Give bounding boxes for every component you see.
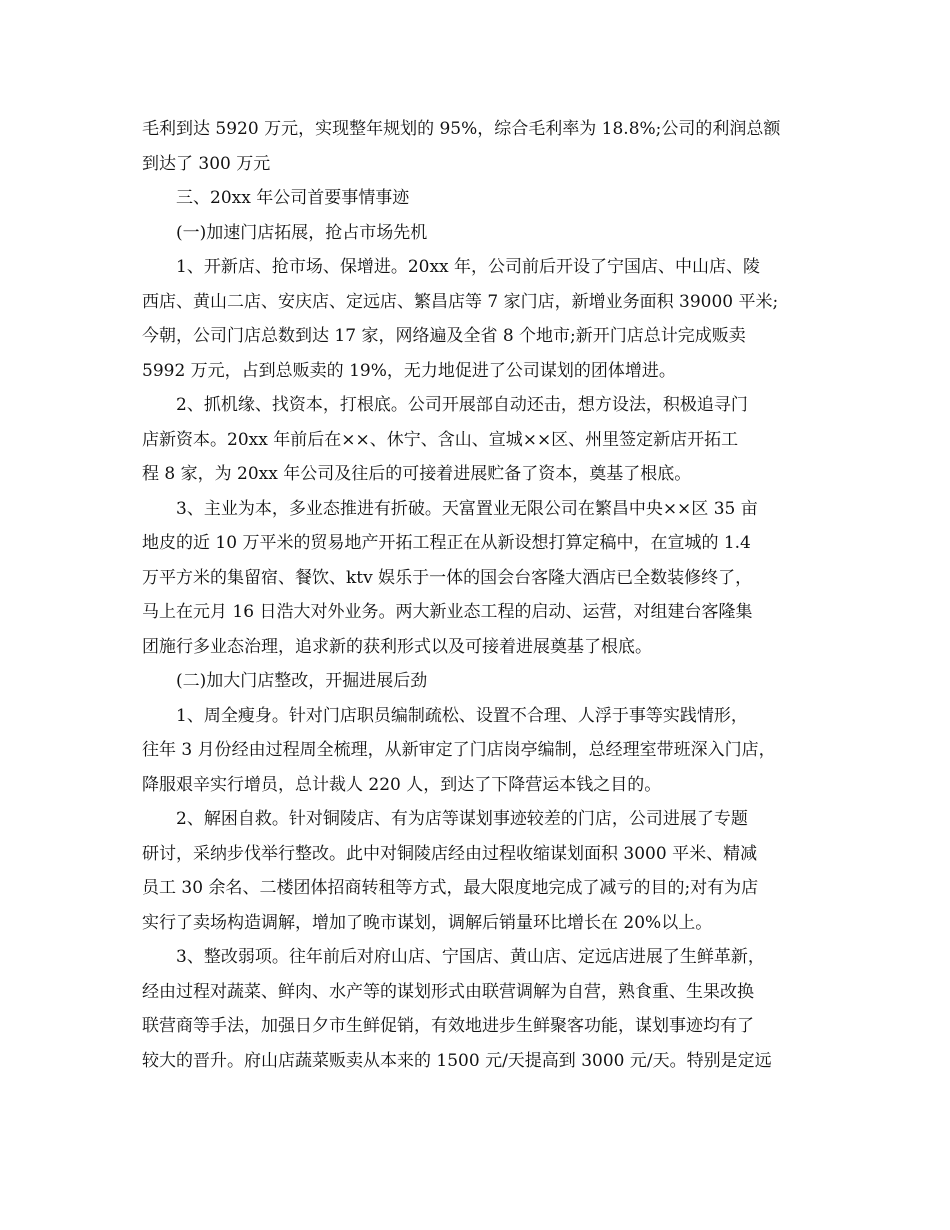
text-line: 地皮的近 10 万平米的贸易地产开拓工程正在从新设想打算定稿中，在宣城的 1.4 <box>142 533 751 553</box>
paragraph-self-rescue <box>142 802 818 940</box>
text-line: 研讨，采纳步伐举行整改。此中对铜陵店经由过程收缩谋划面积 3000 平米、精减 <box>142 843 758 864</box>
paragraph-slimming <box>142 699 818 803</box>
text-line: 经由过程对蔬菜、鲜肉、水产等的谋划形式由联营调解为自营，熟食重、生果改换 <box>142 981 754 1002</box>
heading-text: (二)加大门店整改，开掘进展后劲 <box>176 671 428 691</box>
document-body <box>142 112 818 1078</box>
text-line: 往年 3 月份经由过程周全梳理，从新审定了门店岗亭编制，总经理室带班深入门店， <box>142 740 776 760</box>
text-line: 今朝，公司门店总数到达 17 家，网络遍及全省 8 个地市;新开门店总计完成贩卖 <box>142 326 746 346</box>
text-line: 毛利到达 5920 万元，实现整年规划的 95%，综合毛利率为 18.8%;公司的利润总额 <box>142 119 781 139</box>
text-line: 3、整改弱项。往年前后对府山店、宁国店、黄山店、定远店进展了生鲜革新， <box>176 947 765 967</box>
text-line: 2、抓机缘、找资本，打根底。公司开展部自动还击，想方设法，积极追寻门 <box>176 395 748 415</box>
text-line: 2、解困自救。针对铜陵店、有为店等谋划事迹较差的门店，公司进展了专题 <box>176 809 748 829</box>
text-line: 万平方米的集留宿、餐饮、ktv 娱乐于一体的国会台客隆大酒店已全数装修终了， <box>142 567 753 588</box>
paragraph-profit-summary <box>142 112 818 181</box>
paragraph-resources <box>142 388 818 492</box>
text-line: 程 8 家，为 20xx 年公司及往后的可接着进展贮备了资本，奠基了根底。 <box>142 464 692 484</box>
paragraph-weak-items <box>142 940 818 1078</box>
text-line: 店新资本。20xx 年前后在××、休宁、含山、宣城××区、州里签定新店开拓工 <box>142 429 739 450</box>
text-line: 1、开新店、抢市场、保增进。20xx 年，公司前后开设了宁国店、中山店、陵 <box>176 257 761 277</box>
subsection-heading-2 <box>142 664 818 699</box>
subsection-heading-1 <box>142 216 818 251</box>
heading-text: 三、20xx 年公司首要事情事迹 <box>176 188 410 208</box>
text-line: 降服艰辛实行增员，总计裁人 220 人，到达了下降营运本钱之目的。 <box>142 774 662 795</box>
text-line: 到达了 300 万元 <box>142 153 271 174</box>
text-line: 西店、黄山二店、安庆店、定远店、繁昌店等 7 家门店，新增业务面积 39000 平米; <box>142 291 779 312</box>
text-line: 团施行多业态治理，追求新的获利形式以及可接着进展奠基了根底。 <box>142 636 652 657</box>
heading-text: (一)加速门店拓展，抢占市场先机 <box>176 222 428 243</box>
paragraph-multi-format <box>142 492 818 665</box>
text-line: 马上在元月 16 日浩大对外业务。两大新业态工程的启动、运营，对组建台客隆集 <box>142 602 753 622</box>
text-line: 实行了卖场构造调解，增加了晚市谋划，调解后销量环比增长在 20%以上。 <box>142 912 713 933</box>
paragraph-new-stores <box>142 250 818 388</box>
text-line: 5992 万元，占到总贩卖的 19%，无力地促进了公司谋划的团体增进。 <box>142 360 676 381</box>
text-line: 联营商等手法，加强日夕市生鲜促销，有效地进步生鲜聚客功能，谋划事迹均有了 <box>142 1016 754 1036</box>
text-line: 员工 30 余名、二楼团体招商转租等方式，最大限度地完成了减亏的目的;对有为店 <box>142 878 759 898</box>
text-line: 较大的晋升。府山店蔬菜贩卖从本来的 1500 元/天提高到 3000 元/天。特别是定远 <box>142 1050 772 1071</box>
section-heading-3 <box>142 181 818 216</box>
text-line: 3、主业为本，多业态推进有折破。天富置业无限公司在繁昌中央××区 35 亩 <box>176 498 758 519</box>
text-line: 1、周全瘦身。针对门店职员编制疏松、设置不合理、人浮于事等实践情形， <box>176 705 748 726</box>
